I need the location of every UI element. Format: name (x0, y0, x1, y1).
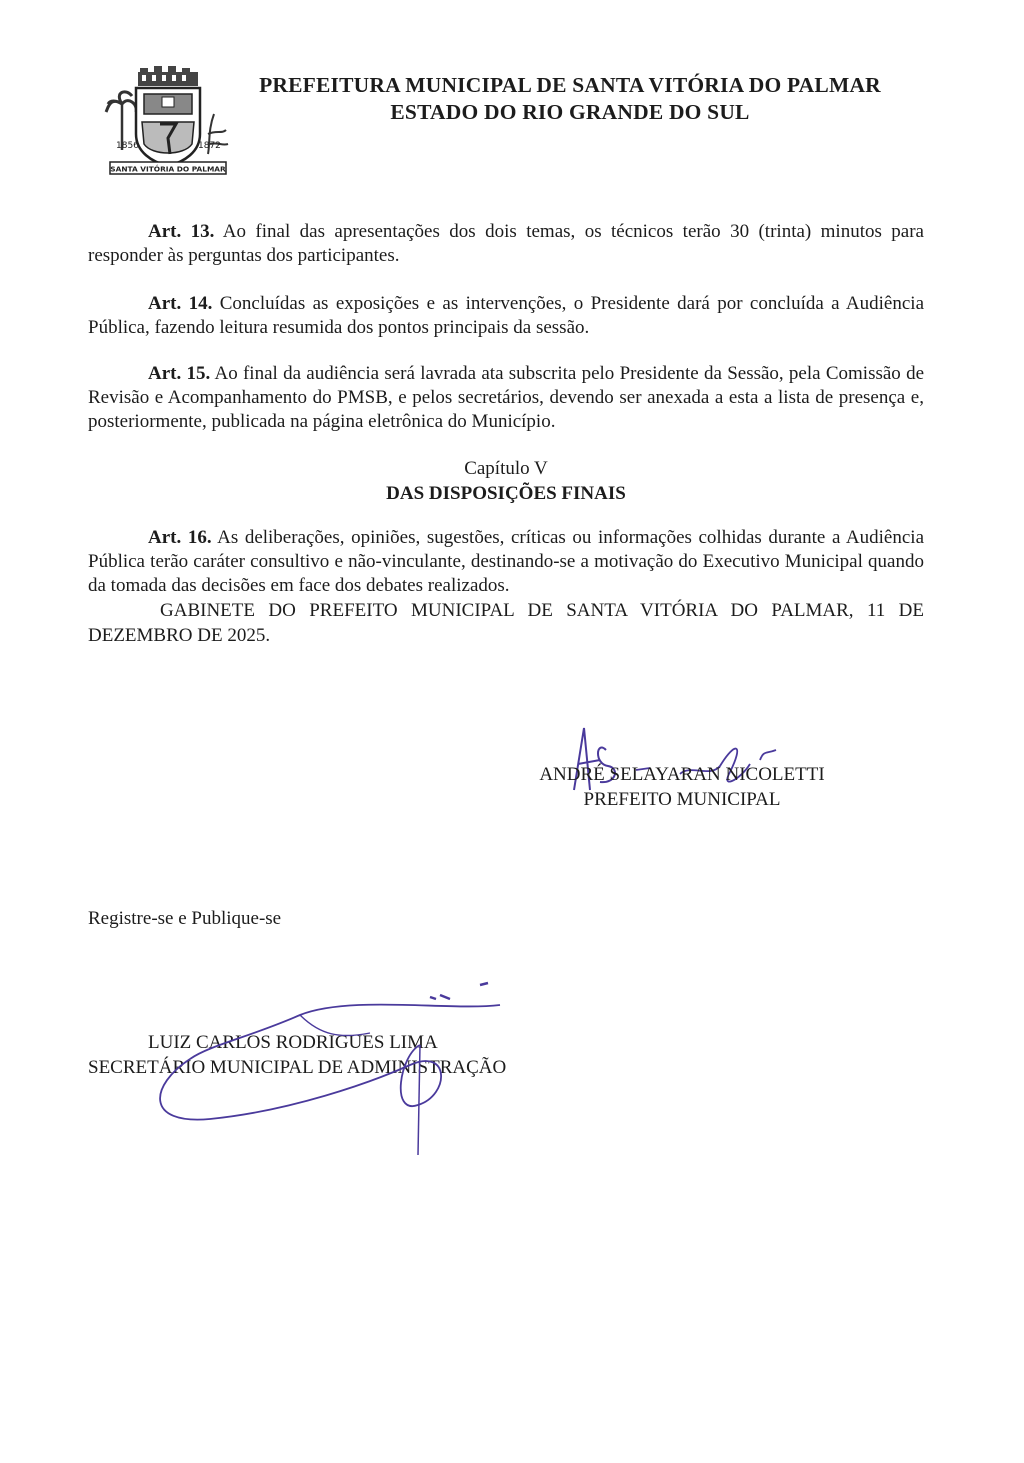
article-14 (88, 292, 924, 340)
article-label: Art. 14. (148, 293, 213, 314)
crest-ribbon-text: SANTA VITÓRIA DO PALMAR (110, 164, 226, 174)
crest-year-right: 1872 (198, 141, 221, 151)
article-13 (88, 220, 924, 268)
article-16 (88, 526, 924, 598)
chapter-title: DAS DISPOSIÇÕES FINAIS (386, 483, 626, 504)
municipal-crest-icon (104, 64, 232, 176)
mayor-signature-block (500, 762, 864, 812)
article-text: As deliberações, opiniões, sugestões, críticas ou informações colhidas durante a Audiência Pública terão caráter consultivo e não-vinculante, destinando-se a motivação do Executivo Municipal quando da tomada das decisões em face dos debates realizados. (88, 527, 924, 596)
closing-statement: GABINETE DO PREFEITO MUNICIPAL DE SANTA VITÓRIA DO PALMAR, 11 DE DEZEMBRO DE 2025. (88, 600, 924, 646)
chapter-number: Capítulo V (464, 458, 548, 479)
article-label: Art. 16. (148, 527, 212, 548)
article-15 (88, 362, 924, 434)
article-text: Ao final das apresentações dos dois temas, os técnicos terão 30 (trinta) minutos para responder às perguntas dos participantes. (88, 221, 924, 266)
secretary-name: LUIZ CARLOS RODRIGUES LIMA (148, 1032, 438, 1053)
crest-year-left: 1856 (116, 141, 139, 151)
letterhead-subtitle: ESTADO DO RIO GRANDE DO SUL (390, 100, 750, 124)
register-note: Registre-se e Publique-se (88, 908, 282, 929)
secretary-signature-block (88, 1030, 506, 1080)
letterhead-title: PREFEITURA MUNICIPAL DE SANTA VITÓRIA DO PALMAR (259, 73, 881, 97)
article-label: Art. 13. (148, 221, 215, 242)
article-text: Ao final da audiência será lavrada ata subscrita pelo Presidente da Sessão, pela Comissão de Revisão e Acompanhamento do PMSB, e pelos secretários, devendo ser anexada a esta a lista de presença e, posteriormente, publicada na página eletrônica do Município. (88, 363, 925, 432)
chapter-heading (88, 456, 924, 506)
letterhead (230, 72, 910, 126)
mayor-role: PREFEITO MUNICIPAL (583, 789, 781, 810)
article-text: Concluídas as exposições e as intervenções, o Presidente dará por concluída a Audiência Pública, fazendo leitura resumida dos pontos principais da sessão. (88, 293, 924, 338)
secretary-role: SECRETÁRIO MUNICIPAL DE ADMINISTRAÇÃO (88, 1057, 507, 1078)
mayor-name: ANDRÉ SELAYARAN NICOLETTI (539, 764, 825, 785)
article-label: Art. 15. (148, 363, 211, 384)
